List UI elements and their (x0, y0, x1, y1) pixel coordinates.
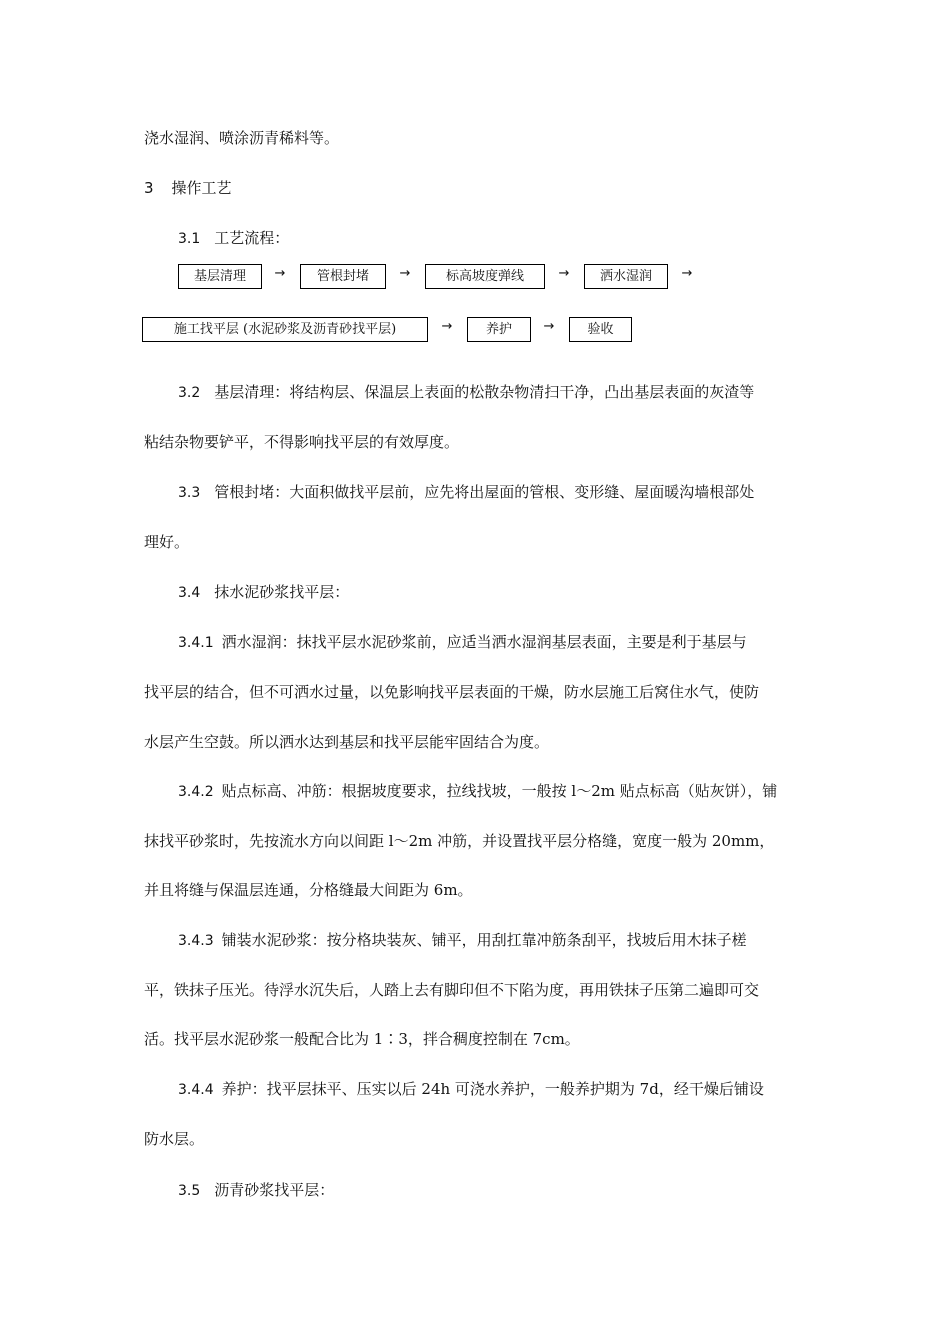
arrow-icon: → (274, 266, 286, 281)
subsection-number: 3.4.4 (178, 1082, 214, 1098)
flow-step-pipe-sealing: 管根封堵 (300, 264, 386, 289)
flow-step-wetting: 洒水湿润 (584, 264, 668, 289)
paragraph-3-4-2-line-1 (178, 781, 848, 802)
flow-step-base-cleaning: 基层清理 (178, 264, 262, 289)
arrow-icon: → (543, 319, 555, 334)
section-number: 3 (144, 179, 154, 197)
subsection-title: 抹水泥砂浆找平层： (214, 583, 350, 601)
paragraph-3-3-line-2: 理好。 (144, 533, 190, 551)
subsection-number: 3.5 (178, 1183, 201, 1199)
subsection-number: 3.4 (178, 585, 201, 601)
arrow-icon: → (399, 266, 411, 281)
section-title: 操作工艺 (171, 179, 232, 197)
paragraph-3-4-3-line-3: 活。找平层水泥砂浆一般配合比为 1∶3，拌合稠度控制在 7cm。 (144, 1030, 580, 1048)
paragraph-text: 管根封堵：大面积做找平层前，应先将出屋面的管根、变形缝、屋面暖沟墙根部处 (214, 483, 755, 501)
intro-line: 浇水湿润、喷涂沥青稀料等。 (144, 129, 340, 147)
subsection-3-5 (178, 1180, 848, 1201)
paragraph-text: 铺装水泥砂浆：按分格块装灰、铺平，用刮扛靠冲筋条刮平，找坡后用木抹子槎 (221, 931, 747, 949)
paragraph-3-4-3-line-1 (178, 930, 848, 951)
paragraph-3-4-1-line-3: 水层产生空鼓。所以洒水达到基层和找平层能牢固结合为度。 (144, 733, 550, 751)
flow-step-acceptance: 验收 (569, 317, 632, 342)
arrow-icon: → (681, 266, 693, 281)
subsection-number: 3.4.2 (178, 784, 214, 800)
section-heading (144, 178, 814, 198)
flow-step-leveling-layer: 施工找平层 (水泥砂浆及沥青砂找平层) (142, 317, 428, 342)
paragraph-text: 洒水湿润：抹找平层水泥砂浆前，应适当洒水湿润基层表面，主要是利于基层与 (221, 633, 747, 651)
subsection-3-1 (178, 228, 848, 249)
arrow-icon: → (441, 319, 453, 334)
flow-step-curing: 养护 (467, 317, 531, 342)
paragraph-text: 基层清理：将结构层、保温层上表面的松散杂物清扫干净，凸出基层表面的灰渣等 (214, 383, 755, 401)
subsection-number: 3.2 (178, 385, 201, 401)
subsection-number: 3.1 (178, 231, 201, 247)
paragraph-3-3-line-1 (178, 482, 848, 503)
subsection-number: 3.3 (178, 485, 201, 501)
paragraph-text: 贴点标高、冲筋：根据坡度要求，拉线找坡，一般按 l～2m 贴点标高（贴灰饼），铺 (221, 782, 778, 800)
paragraph-3-4-1-line-1 (178, 632, 848, 653)
paragraph-3-2-line-2: 粘结杂物要铲平，不得影响找平层的有效厚度。 (144, 433, 460, 451)
paragraph-3-4-4-line-2: 防水层。 (144, 1130, 205, 1148)
arrow-icon: → (558, 266, 570, 281)
paragraph-3-4-3-line-2: 平，铁抹子压光。待浮水沉失后，人踏上去有脚印但不下陷为度，再用铁抹子压第二遍即可交 (144, 981, 760, 999)
paragraph-3-4-1-line-2: 找平层的结合，但不可洒水过量，以免影响找平层表面的干燥，防水层施工后窝住水气，使防 (144, 683, 760, 701)
paragraph-3-2-line-1 (178, 382, 848, 403)
paragraph-text: 养护：找平层抹平、压实以后 24h 可浇水养护，一般养护期为 7d，经干燥后铺设 (221, 1080, 764, 1098)
subsection-title: 工艺流程： (214, 229, 290, 247)
subsection-title: 沥青砂浆找平层： (214, 1181, 335, 1199)
flow-step-elevation-slope-marking: 标高坡度弹线 (425, 264, 545, 289)
paragraph-3-4-2-line-3: 并且将缝与保温层连通，分格缝最大间距为 6m。 (144, 881, 473, 899)
subsection-number: 3.4.3 (178, 933, 214, 949)
subsection-3-4 (178, 582, 848, 603)
subsection-number: 3.4.1 (178, 635, 214, 651)
paragraph-3-4-2-line-2: 抹找平砂浆时，先按流水方向以间距 l～2m 冲筋，并设置找平层分格缝，宽度一般为 20mm， (144, 832, 775, 850)
paragraph-3-4-4-line-1 (178, 1079, 848, 1100)
